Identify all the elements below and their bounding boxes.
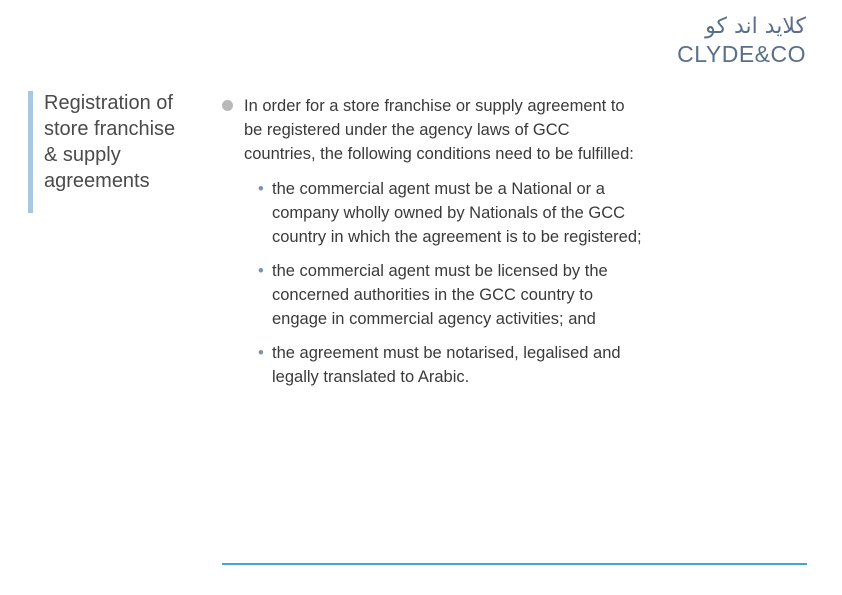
section-title xyxy=(44,90,214,194)
bullet-icon: • xyxy=(258,262,264,280)
sub-bullet-point xyxy=(258,259,742,331)
content-body xyxy=(222,94,742,399)
sub-point-line: the agreement must be notarised, legalised and xyxy=(272,344,621,362)
section-title-line: store franchise xyxy=(44,118,176,140)
main-point-line: In order for a store franchise or supply agreement to xyxy=(244,97,625,115)
section-title-line: Registration of xyxy=(44,92,173,114)
sub-bullet-list xyxy=(222,177,742,389)
section-title-line: agreements xyxy=(44,170,150,192)
main-bullet-point xyxy=(222,94,742,166)
sub-point-line: legally translated to Arabic. xyxy=(272,368,470,386)
sub-point-line: the commercial agent must be licensed by the xyxy=(272,262,608,280)
main-point-line: be registered under the agency laws of GCC xyxy=(244,121,570,139)
sub-point-line: country in which the agreement is to be registered; xyxy=(272,228,642,246)
section-accent-bar xyxy=(28,91,33,213)
main-point-line: countries, the following conditions need to be fulfilled: xyxy=(244,145,634,163)
bullet-icon: • xyxy=(258,344,264,362)
sub-point-line: company wholly owned by Nationals of the GCC xyxy=(272,204,626,222)
sub-bullet-point xyxy=(258,341,742,389)
section-title-line: & supply xyxy=(44,144,121,166)
round-bullet-icon xyxy=(222,100,233,111)
bullet-icon: • xyxy=(258,180,264,198)
logo-arabic-text: كلايد اند كو xyxy=(705,14,806,39)
sub-bullet-point xyxy=(258,177,742,249)
sub-point-line: concerned authorities in the GCC country to xyxy=(272,286,594,304)
sub-point-line: engage in commercial agency activities; and xyxy=(272,310,596,328)
sub-point-line: the commercial agent must be a National or a xyxy=(272,180,605,198)
logo-latin-text: CLYDE&CO xyxy=(677,41,806,67)
footer-divider xyxy=(222,563,807,565)
clyde-co-logo xyxy=(656,14,806,72)
